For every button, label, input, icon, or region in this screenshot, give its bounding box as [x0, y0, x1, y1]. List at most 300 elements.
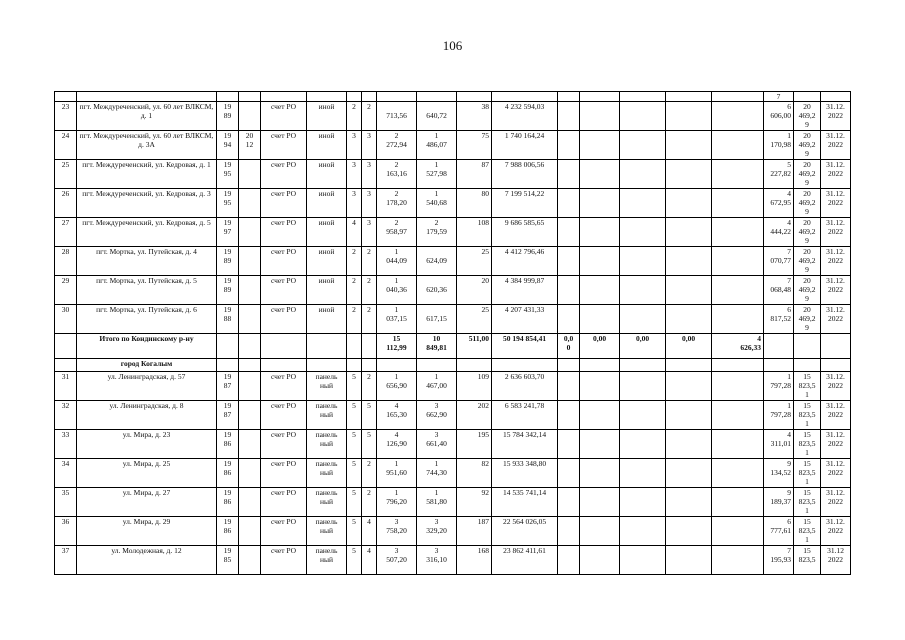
cell-address: пгт. Мортка, ул. Путейская, д. 6	[77, 305, 217, 334]
cell-empty	[666, 160, 712, 189]
cell-residents: 108	[457, 218, 492, 247]
cell-residents: 20	[457, 276, 492, 305]
cell-fund-method: счет РО	[261, 459, 307, 488]
cell-cost: 7 199 514,22	[492, 189, 558, 218]
cell-empty	[712, 359, 764, 372]
cell-empty	[558, 546, 580, 575]
cell-empty	[712, 160, 764, 189]
cell-empty	[712, 546, 764, 575]
cell-deadline: 31.12. 2022	[821, 401, 851, 430]
cell-address: ул. Мира, д. 25	[77, 459, 217, 488]
cell-total-area: 713,56	[377, 102, 417, 131]
cell-empty	[580, 401, 620, 430]
cell-floors: 5	[347, 401, 362, 430]
cell-residents: 92	[457, 488, 492, 517]
cell-address: пгт. Междуреченский, ул. 60 лет ВЛКСМ, д. 1	[77, 102, 217, 131]
cell-empty	[558, 189, 580, 218]
cell-total-area: 1 951,60	[377, 459, 417, 488]
cell-year-overhaul	[239, 276, 261, 305]
cell-year-built: 19 86	[217, 517, 239, 546]
cell-cost: 2 636 603,70	[492, 372, 558, 401]
cell-empty	[417, 359, 457, 372]
cell-empty	[580, 305, 620, 334]
cell-year-overhaul	[239, 401, 261, 430]
cell-limit-cost: 15 823,5 1	[794, 430, 821, 459]
cell-empty	[580, 546, 620, 575]
cell-empty	[580, 247, 620, 276]
cell-total-area: 3 758,20	[377, 517, 417, 546]
cell-limit-cost: 20 469,2 9	[794, 276, 821, 305]
cell-unit-cost: 7 068,48	[764, 276, 794, 305]
cell-entrances: 3	[362, 189, 377, 218]
cell-empty	[620, 430, 666, 459]
table-row	[55, 517, 851, 546]
cell-empty	[666, 359, 712, 372]
cell-living-area: 1 581,80	[417, 488, 457, 517]
cell-deadline: 31.12. 2022	[821, 131, 851, 160]
cell-residents: 195	[457, 430, 492, 459]
cell-unit-cost: 4 672,95	[764, 189, 794, 218]
cell-floors: 2	[347, 102, 362, 131]
cell-unit-cost: 4 444,22	[764, 218, 794, 247]
cell-living-area: 3 661,40	[417, 430, 457, 459]
cell-cost: 14 535 741,14	[492, 488, 558, 517]
table-row	[55, 218, 851, 247]
cell-empty	[580, 276, 620, 305]
cell-deadline: 31.12. 2022	[821, 102, 851, 131]
page-number: 106	[442, 38, 463, 53]
cell-unit-cost: 5 227,82	[764, 160, 794, 189]
cell-residents: 38	[457, 102, 492, 131]
cell-address: ул. Ленинградская, д. 8	[77, 401, 217, 430]
cell-empty	[239, 359, 261, 372]
cell-total-area: 2 163,16	[377, 160, 417, 189]
cell-floors: 5	[347, 459, 362, 488]
cell-empty	[666, 430, 712, 459]
cell-empty	[580, 517, 620, 546]
cell-empty	[712, 430, 764, 459]
cell-year-overhaul	[239, 459, 261, 488]
cell-fund-method: счет РО	[261, 517, 307, 546]
cell-deadline: 31.12. 2022	[821, 160, 851, 189]
cell-fund-method: счет РО	[261, 430, 307, 459]
cell-empty	[347, 334, 362, 359]
cell-cost: 7 988 006,56	[492, 160, 558, 189]
cell-cost: 22 564 026,05	[492, 517, 558, 546]
cell-empty	[620, 372, 666, 401]
cell-residents: 202	[457, 401, 492, 430]
cell-empty	[580, 218, 620, 247]
cell-empty	[558, 430, 580, 459]
cell-empty	[712, 401, 764, 430]
cell-empty	[666, 276, 712, 305]
table-row	[55, 102, 851, 131]
cell-cost: 15 784 342,14	[492, 430, 558, 459]
cell-total-area: 4 126,90	[377, 430, 417, 459]
cell-empty	[620, 189, 666, 218]
cell-cost: 4 384 999,87	[492, 276, 558, 305]
cell-unit-cost: 6 817,52	[764, 305, 794, 334]
cell-total-residents: 511,00	[457, 334, 492, 359]
cell-address: пгт. Междуреченский, ул. Кедровая, д. 5	[77, 218, 217, 247]
cell-empty	[377, 359, 417, 372]
cell-empty	[362, 334, 377, 359]
table-row	[55, 276, 851, 305]
cell-year-overhaul: 20 12	[239, 131, 261, 160]
cell-empty	[580, 189, 620, 218]
cell-wall-material: иной	[307, 131, 347, 160]
cell-wall-material: панель ный	[307, 459, 347, 488]
cell-empty	[620, 102, 666, 131]
cell-fund-method: счет РО	[261, 189, 307, 218]
cell-living-area: 2 179,59	[417, 218, 457, 247]
cell-year-overhaul	[239, 488, 261, 517]
cell-wall-material: панель ный	[307, 517, 347, 546]
cell-empty	[620, 459, 666, 488]
cell-wall-material: панель ный	[307, 546, 347, 575]
cell-number: 33	[55, 430, 77, 459]
cell-wall-material: иной	[307, 102, 347, 131]
cell-number: 30	[55, 305, 77, 334]
cell-residents: 82	[457, 459, 492, 488]
cell-number: 23	[55, 102, 77, 131]
cell-wall-material: иной	[307, 305, 347, 334]
cell-unit-cost: 7 070,77	[764, 247, 794, 276]
cell-empty	[492, 359, 558, 372]
cell-fund-method: счет РО	[261, 546, 307, 575]
cell-number: 32	[55, 401, 77, 430]
cell-empty	[620, 401, 666, 430]
cell-deadline: 31.12. 2022	[821, 488, 851, 517]
cell-unit-cost: 6 606,00	[764, 102, 794, 131]
cell-year-overhaul	[239, 546, 261, 575]
cell-fund-method: счет РО	[261, 131, 307, 160]
cell-cost: 23 862 411,61	[492, 546, 558, 575]
cell-residents: 75	[457, 131, 492, 160]
cell-empty	[666, 189, 712, 218]
table-row	[55, 305, 851, 334]
cell-empty	[712, 488, 764, 517]
cell-living-area: 3 662,90	[417, 401, 457, 430]
cell-year-overhaul	[239, 430, 261, 459]
cell-empty	[307, 359, 347, 372]
cell-empty	[580, 102, 620, 131]
table-row	[55, 247, 851, 276]
cell-city-label: город Когалым	[77, 359, 217, 372]
cell-total-area: 2 272,94	[377, 131, 417, 160]
cell-empty	[712, 102, 764, 131]
cell-wall-material: иной	[307, 160, 347, 189]
cell-unit-cost: 4 311,01	[764, 430, 794, 459]
cell-year-built: 19 89	[217, 247, 239, 276]
cell-empty	[712, 517, 764, 546]
cell-floors: 5	[347, 546, 362, 575]
cell-empty	[580, 430, 620, 459]
cell-empty	[558, 459, 580, 488]
cell-total-area: 1 796,20	[377, 488, 417, 517]
cell-limit-cost: 15 823,5 1	[794, 488, 821, 517]
cell-fund-method: счет РО	[261, 102, 307, 131]
cell-wall-material: панель ный	[307, 372, 347, 401]
cell-fund-method: счет РО	[261, 305, 307, 334]
cell-empty	[712, 247, 764, 276]
cell-empty	[666, 305, 712, 334]
cell-year-built: 19 89	[217, 276, 239, 305]
cell-year-built: 19 87	[217, 372, 239, 401]
cell-floors: 5	[347, 372, 362, 401]
cell-unit-cost: 9 189,37	[764, 488, 794, 517]
cell-entrances: 2	[362, 276, 377, 305]
cell-limit-cost: 20 469,2 9	[794, 218, 821, 247]
cell-entrances: 4	[362, 517, 377, 546]
cell-cost: 4 232 594,03	[492, 102, 558, 131]
cell-empty	[620, 131, 666, 160]
cell-address: ул. Ленинградская, д. 57	[77, 372, 217, 401]
cell-fund-method: счет РО	[261, 247, 307, 276]
cell-number: 25	[55, 160, 77, 189]
cell-entrances: 2	[362, 102, 377, 131]
cell-year-built: 19 89	[217, 102, 239, 131]
table-row	[55, 488, 851, 517]
cell-wall-material: иной	[307, 247, 347, 276]
cell-year-overhaul	[239, 305, 261, 334]
cell-floors: 5	[347, 430, 362, 459]
cell-fund-method: счет РО	[261, 372, 307, 401]
table-row	[55, 189, 851, 218]
cell-total-zero: 0,0 0	[558, 334, 580, 359]
cell-entrances: 4	[362, 546, 377, 575]
cell-limit-cost: 15 823,5 1	[794, 401, 821, 430]
table-row-total	[55, 334, 851, 359]
cell-fund-method: счет РО	[261, 401, 307, 430]
cell-limit-cost: 20 469,2 9	[794, 189, 821, 218]
cell-empty	[558, 131, 580, 160]
cell-empty	[764, 334, 794, 359]
cell-fund-method: счет РО	[261, 160, 307, 189]
cell-entrances: 5	[362, 401, 377, 430]
cell-total-area: 3 507,20	[377, 546, 417, 575]
cell-year-built: 19 86	[217, 459, 239, 488]
cell-empty	[261, 334, 307, 359]
cell-number: 37	[55, 546, 77, 575]
cell-floors: 5	[347, 517, 362, 546]
cell-total-area: 2 178,20	[377, 189, 417, 218]
cell-empty	[666, 247, 712, 276]
cell-wall-material: иной	[307, 276, 347, 305]
cell-deadline: 31.12. 2022	[821, 218, 851, 247]
cell-entrances: 2	[362, 459, 377, 488]
table-row	[55, 160, 851, 189]
cell-empty	[620, 305, 666, 334]
cell-empty	[666, 459, 712, 488]
cell-cost: 1 740 164,24	[492, 131, 558, 160]
cell-empty	[620, 546, 666, 575]
cell-total-area: 15 112,99	[377, 334, 417, 359]
cell-empty	[558, 247, 580, 276]
cell-wall-material: иной	[307, 218, 347, 247]
table-row	[55, 546, 851, 575]
cell-residents: 109	[457, 372, 492, 401]
cell-empty	[558, 102, 580, 131]
table-row	[55, 401, 851, 430]
cell-empty	[620, 218, 666, 247]
cell-number: 31	[55, 372, 77, 401]
cell-entrances: 3	[362, 218, 377, 247]
cell-empty	[620, 247, 666, 276]
cell-empty	[217, 334, 239, 359]
cell-fund-method: счет РО	[261, 276, 307, 305]
cell-floors: 3	[347, 189, 362, 218]
cell-empty	[347, 359, 362, 372]
cell-address: пгт. Мортка, ул. Путейская, д. 4	[77, 247, 217, 276]
cell-unit-cost: 9 134,52	[764, 459, 794, 488]
cell-empty	[558, 276, 580, 305]
cell-empty	[580, 131, 620, 160]
cell-empty	[558, 488, 580, 517]
cell-empty	[362, 359, 377, 372]
cell-empty	[307, 334, 347, 359]
cell-year-built: 19 86	[217, 430, 239, 459]
cell-living-area: 1 486,07	[417, 131, 457, 160]
cell-empty	[666, 102, 712, 131]
cell-total-area: 1 656,90	[377, 372, 417, 401]
table-body	[55, 92, 851, 575]
cell-empty	[712, 218, 764, 247]
cell-total-zero: 0,00	[666, 334, 712, 359]
cell-residents: 87	[457, 160, 492, 189]
cell-living-area: 617,15	[417, 305, 457, 334]
cell-empty	[580, 160, 620, 189]
cell-year-built: 19 88	[217, 305, 239, 334]
cell-total-cost: 50 194 854,41	[492, 334, 558, 359]
cell-living-area: 3 329,20	[417, 517, 457, 546]
cell-empty	[558, 359, 580, 372]
cell-residents: 25	[457, 247, 492, 276]
table-row	[55, 372, 851, 401]
cell-floors: 5	[347, 488, 362, 517]
cell-cost: 4 207 431,33	[492, 305, 558, 334]
cell-year-overhaul	[239, 102, 261, 131]
cell-entrances: 3	[362, 131, 377, 160]
cell-address: ул. Мира, д. 27	[77, 488, 217, 517]
cell-empty	[712, 459, 764, 488]
cell-floors: 3	[347, 131, 362, 160]
cell-total-label: Итого по Кондинскому р-ну	[77, 334, 217, 359]
cell-unit-cost: 6 777,61	[764, 517, 794, 546]
cell-empty	[666, 131, 712, 160]
cell-empty	[620, 359, 666, 372]
cell-total-area: 1 044,09	[377, 247, 417, 276]
cell-floors: 4	[347, 218, 362, 247]
cell-entrances: 2	[362, 372, 377, 401]
cell-year-built: 19 95	[217, 160, 239, 189]
cell-empty	[580, 372, 620, 401]
cell-living-area: 1 467,00	[417, 372, 457, 401]
cell-deadline: 31.12 2022	[821, 546, 851, 575]
cell-empty	[217, 359, 239, 372]
cell-empty	[666, 546, 712, 575]
cell-year-overhaul	[239, 247, 261, 276]
cell-empty	[712, 131, 764, 160]
cell-empty	[794, 359, 821, 372]
cell-living-area: 3 316,10	[417, 546, 457, 575]
cell-year-overhaul	[239, 160, 261, 189]
cell-residents: 168	[457, 546, 492, 575]
cell-empty	[580, 359, 620, 372]
cell-empty	[821, 334, 851, 359]
cell-empty	[666, 218, 712, 247]
cell-entrances: 2	[362, 305, 377, 334]
cell-empty	[821, 359, 851, 372]
cell-total-area: 1 037,15	[377, 305, 417, 334]
cell-wall-material: панель ный	[307, 430, 347, 459]
cell-empty	[558, 372, 580, 401]
cell-total-zero: 0,00	[580, 334, 620, 359]
cell-empty	[666, 488, 712, 517]
cell-total-area: 2 958,97	[377, 218, 417, 247]
cell-entrances: 5	[362, 430, 377, 459]
cell-empty	[558, 305, 580, 334]
cell-limit-cost: 20 469,2 9	[794, 102, 821, 131]
cell-empty	[666, 401, 712, 430]
cell-year-overhaul	[239, 517, 261, 546]
cell-total-area: 4 165,30	[377, 401, 417, 430]
cell-living-area: 1 540,68	[417, 189, 457, 218]
cell-entrances: 2	[362, 488, 377, 517]
cell-limit-cost: 15 823,5 1	[794, 459, 821, 488]
cell-number: 27	[55, 218, 77, 247]
cell-entrances: 2	[362, 247, 377, 276]
cell-unit-cost: 7 195,93	[764, 546, 794, 575]
cell-empty	[580, 459, 620, 488]
cell-limit-cost: 20 469,2 9	[794, 160, 821, 189]
cell-residents: 187	[457, 517, 492, 546]
cell-empty	[558, 517, 580, 546]
cell-living-area: 1 744,30	[417, 459, 457, 488]
cell-deadline: 31.12. 2022	[821, 247, 851, 276]
cell-number: 24	[55, 131, 77, 160]
cell-empty	[55, 334, 77, 359]
cell-number: 26	[55, 189, 77, 218]
cell-cost: 15 933 348,80	[492, 459, 558, 488]
cell-empty	[457, 359, 492, 372]
cell-empty	[558, 160, 580, 189]
cell-year-built: 19 85	[217, 546, 239, 575]
cell-year-overhaul	[239, 372, 261, 401]
cell-floors: 2	[347, 247, 362, 276]
cell-year-overhaul	[239, 218, 261, 247]
cell-total-area: 1 040,36	[377, 276, 417, 305]
cell-deadline: 31.12. 2022	[821, 189, 851, 218]
cell-empty	[794, 334, 821, 359]
cell-empty	[620, 488, 666, 517]
cell-year-built: 19 97	[217, 218, 239, 247]
cell-empty	[239, 334, 261, 359]
cell-continuation: 7	[764, 92, 794, 102]
cell-living-area: 1 527,98	[417, 160, 457, 189]
cell-deadline: 31.12. 2022	[821, 517, 851, 546]
cell-living-area: 640,72	[417, 102, 457, 131]
cell-limit-cost: 15 823,5 1	[794, 372, 821, 401]
cell-address: ул. Мира, д. 23	[77, 430, 217, 459]
cell-year-built: 19 87	[217, 401, 239, 430]
cell-empty	[261, 359, 307, 372]
cell-cost: 9 686 585,65	[492, 218, 558, 247]
cell-empty	[620, 517, 666, 546]
cell-empty	[666, 517, 712, 546]
cell-empty	[764, 359, 794, 372]
cell-fund-method: счет РО	[261, 218, 307, 247]
